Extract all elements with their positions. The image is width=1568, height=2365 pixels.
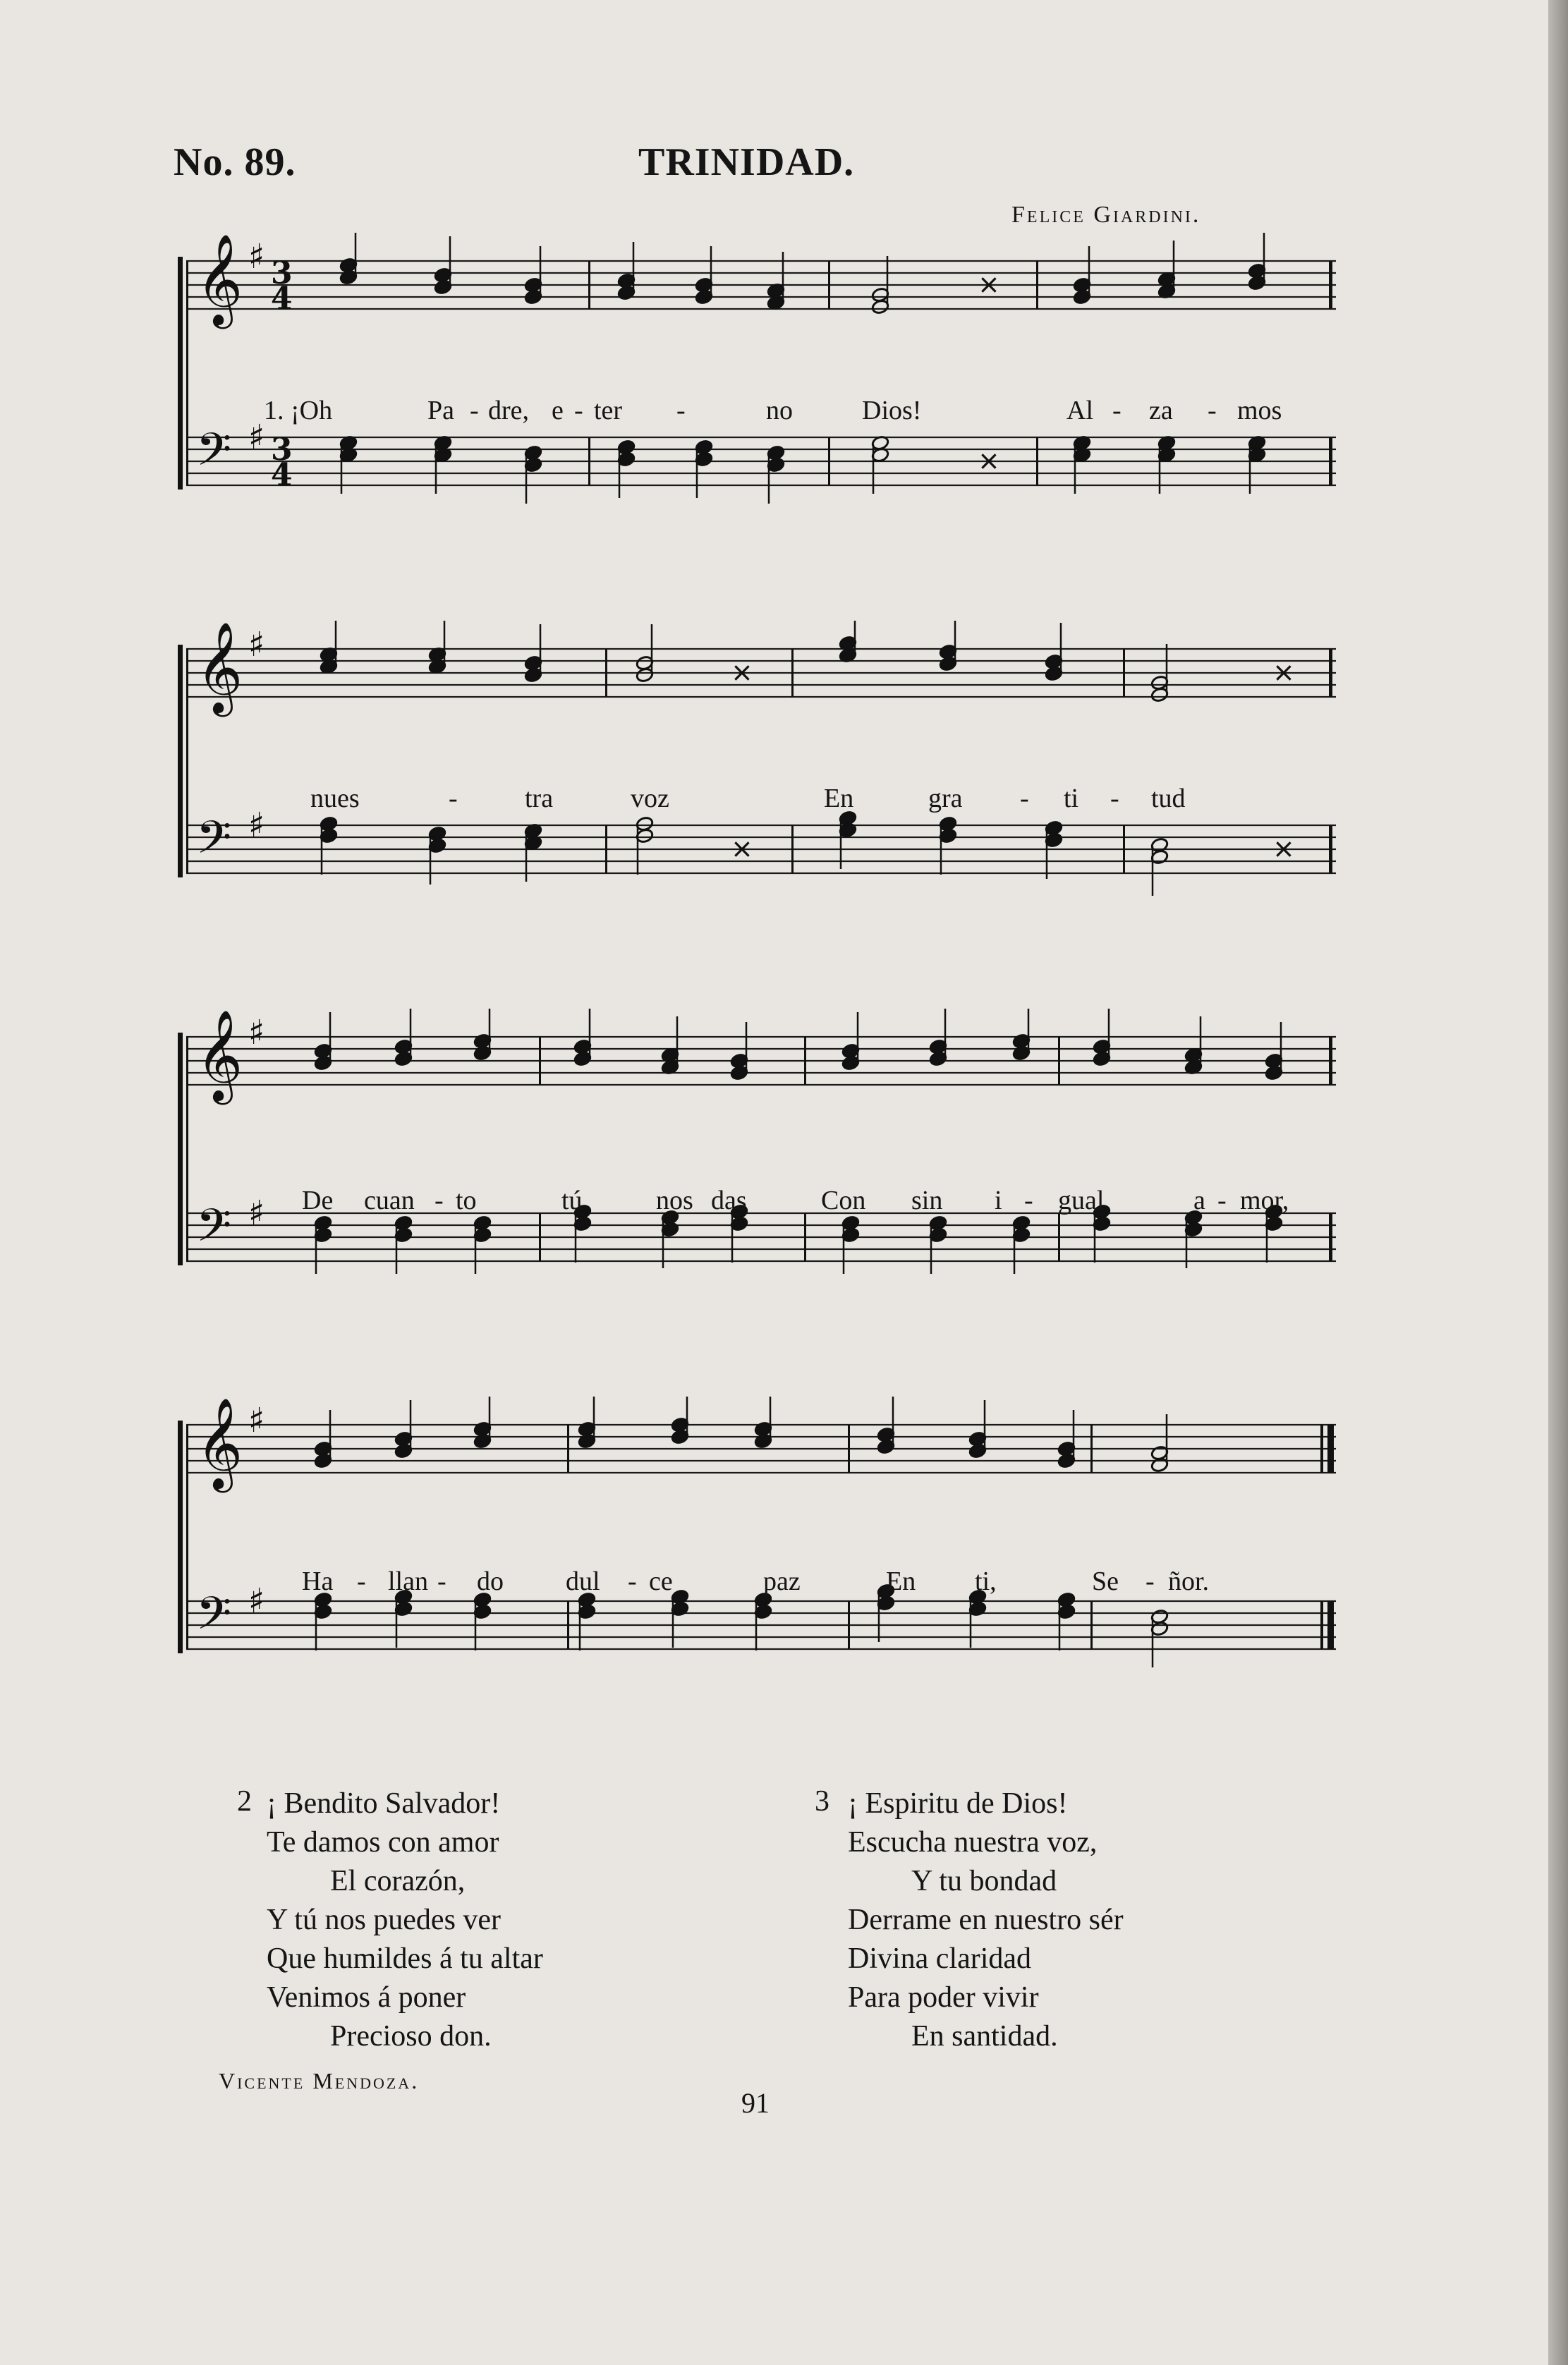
system-bracket [178,645,183,877]
lyric-syllable: ti [1064,784,1079,813]
lyric-syllable: - [1024,1186,1033,1215]
verse-2-number: 2 [237,1785,252,1818]
verse-line: Para poder vivir [848,1981,1039,2014]
staff-pair-3 [172,1009,1343,1340]
lyric-syllable: - [470,396,479,425]
bar-line [567,1601,569,1649]
bar-line [1058,1037,1060,1085]
lyric-syllable: Pa [427,396,454,425]
lyric-syllable: - [437,1567,446,1596]
lyric-syllable: paz [763,1567,801,1596]
key-signature-sharp: ♯ [248,237,265,276]
lyric-syllable: mos [1237,396,1282,425]
verse-3 [848,1785,1124,2056]
composer-credit: Felice Giardini. [1011,202,1201,228]
lyric-syllable: - [676,396,686,425]
lyric-syllable: tra [525,784,554,813]
music-system-2 [172,621,1343,987]
lyric-syllable: no [766,396,793,425]
lyric-syllable: - [1110,784,1119,813]
lyric-syllable: Al [1066,396,1093,425]
lyric-syllable: ti, [975,1567,997,1596]
measure-repeat-sign: × [731,833,753,864]
verse-line: Y tú nos puedes ver [267,1904,502,1936]
bar-line-end [1329,261,1332,309]
hymn-number: No. 89. [174,140,296,184]
bar-line [1036,261,1038,309]
lyric-syllable: voz [631,784,669,813]
verse-line: Precioso don. [330,2020,492,2053]
lyric-syllable: Con [821,1186,866,1215]
bar-line-end [1329,649,1332,697]
verse-line: Y tu bondad [911,1865,1057,1897]
lyric-syllable: - [1217,1186,1227,1215]
author-credit: Vicente Mendoza. [219,2068,420,2093]
lyric-syllable: dul [566,1567,600,1596]
lyric-line-4 [172,1566,1343,1601]
bass-clef: 𝄢 [196,424,232,487]
bar-line [588,261,590,309]
lyric-syllable: za [1149,396,1173,425]
lyric-syllable: ñor. [1168,1567,1210,1596]
lyric-syllable: Se [1092,1567,1119,1596]
bar-line [539,1037,541,1085]
key-signature-sharp: ♯ [248,805,265,845]
lyric-syllable: nues [310,784,360,813]
music-system-4 [172,1397,1343,1763]
lyric-syllable: De [302,1186,334,1215]
treble-clef: 𝄞 [196,621,243,713]
lyric-syllable: nos [656,1186,693,1215]
system-bracket [178,1421,183,1653]
lyric-syllable: - [574,396,583,425]
lyric-syllable: - [1208,396,1217,425]
lyric-syllable: a [1193,1186,1205,1215]
treble-clef: 𝄞 [196,233,243,325]
verse-line: Que humildes á tu altar [267,1943,543,1975]
bar-line [1123,825,1125,873]
page-edge [1548,0,1568,2365]
system-start-line [186,649,188,873]
bar-line [1123,649,1125,697]
lyric-syllable: Dios! [862,396,922,425]
lyric-syllable: En [824,784,854,813]
lyric-syllable: - [434,1186,444,1215]
lyric-syllable: llan [388,1567,428,1596]
bar-line [828,437,830,485]
treble-clef: 𝄞 [196,1397,243,1489]
lyric-syllable: to [456,1186,477,1215]
system-bracket [178,257,183,490]
key-signature-sharp: ♯ [248,1401,265,1440]
music-system-3 [172,1009,1343,1375]
lyric-syllable: - [1020,784,1029,813]
bar-line [804,1213,806,1261]
bar-line [804,1037,806,1085]
bar-line [605,825,607,873]
bass-clef: 𝄢 [196,1200,232,1263]
bar-line-end [1329,825,1332,873]
verse-3-number: 3 [815,1785,829,1818]
lyric-syllable: dre, [488,396,530,425]
bar-line-end [1329,1213,1332,1261]
lyric-syllable: mor, [1240,1186,1289,1215]
lyric-syllable: do [477,1567,504,1596]
lyric-syllable: En [886,1567,916,1596]
final-bar-thick [1327,1425,1334,1473]
lyric-syllable: ter [594,396,623,425]
system-start-line [186,1037,188,1261]
measure-repeat-sign: × [978,445,1000,476]
lyric-syllable: e [552,396,564,425]
bass-clef: 𝄢 [196,1588,232,1651]
measure-repeat-sign: × [1272,833,1295,864]
lyric-syllable: - [449,784,458,813]
final-bar-thick [1327,1601,1334,1649]
treble-clef: 𝄞 [196,1009,243,1101]
key-signature-sharp: ♯ [248,418,265,457]
lyric-syllable: - [628,1567,637,1596]
bar-line [791,649,794,697]
lyric-line-2 [172,783,1343,818]
bar-line-end [1329,1037,1332,1085]
measure-repeat-sign: × [978,269,1000,300]
bar-line [848,1425,850,1473]
system-start-line [186,1425,188,1649]
verse-line: Te damos con amor [267,1826,499,1859]
time-signature-bottom: 4 [271,457,293,493]
bar-line [1058,1213,1060,1261]
bar-line [828,261,830,309]
measure-repeat-sign: × [1272,657,1295,688]
system-start-line [186,261,188,485]
time-signature-top: 3 [271,432,293,468]
final-bar-thin [1320,1601,1323,1649]
bar-line [567,1425,569,1473]
key-signature-sharp: ♯ [248,1193,265,1233]
system-bracket [178,1033,183,1265]
lyric-syllable: - [1112,396,1122,425]
lyric-line-3 [172,1185,1343,1220]
lyric-syllable: das [711,1186,747,1215]
bar-line [605,649,607,697]
time-signature-bottom: 4 [271,281,293,317]
key-signature-sharp: ♯ [248,1581,265,1621]
lyric-syllable: tú [561,1186,583,1215]
verse-line: ¡ Espiritu de Dios! [848,1787,1068,1820]
final-bar-thin [1320,1425,1323,1473]
bar-line [848,1601,850,1649]
verse-line: Venimos á poner [267,1981,466,2014]
lyric-syllable: cuan [364,1186,415,1215]
lyric-syllable: ce [649,1567,673,1596]
verse-2 [267,1785,543,2056]
verse-line: ¡ Bendito Salvador! [267,1787,501,1820]
bar-line [1036,437,1038,485]
bar-line-end [1329,437,1332,485]
time-signature-top: 3 [271,255,293,291]
verse-line: En santidad. [911,2020,1058,2053]
verse-line: Divina claridad [848,1943,1032,1975]
key-signature-sharp: ♯ [248,1013,265,1052]
lyric-syllable: Ha [302,1567,334,1596]
bar-line [588,437,590,485]
bass-clef: 𝄢 [196,812,232,875]
music-system-1 [172,233,1343,600]
hymn-title: TRINIDAD. [638,140,855,184]
lyric-syllable: tud [1151,784,1186,813]
verse-line: Derrame en nuestro sér [848,1904,1124,1936]
lyric-syllable: gra [928,784,963,813]
bar-line [1090,1425,1093,1473]
measure-repeat-sign: × [731,657,753,688]
lyric-syllable: sin [911,1186,943,1215]
verse-line: El corazón, [330,1865,466,1897]
bar-line [791,825,794,873]
verse-line: Escucha nuestra voz, [848,1826,1098,1859]
key-signature-sharp: ♯ [248,625,265,664]
bar-line [539,1213,541,1261]
lyric-syllable: gual [1058,1186,1105,1215]
lyric-syllable: 1. ¡Oh [264,396,333,425]
bar-line [1090,1601,1093,1649]
page-number: 91 [741,2087,770,2119]
lyric-syllable: - [357,1567,366,1596]
lyric-syllable: i [995,1186,1002,1215]
lyric-syllable: - [1145,1567,1155,1596]
lyric-line-1 [172,395,1343,430]
